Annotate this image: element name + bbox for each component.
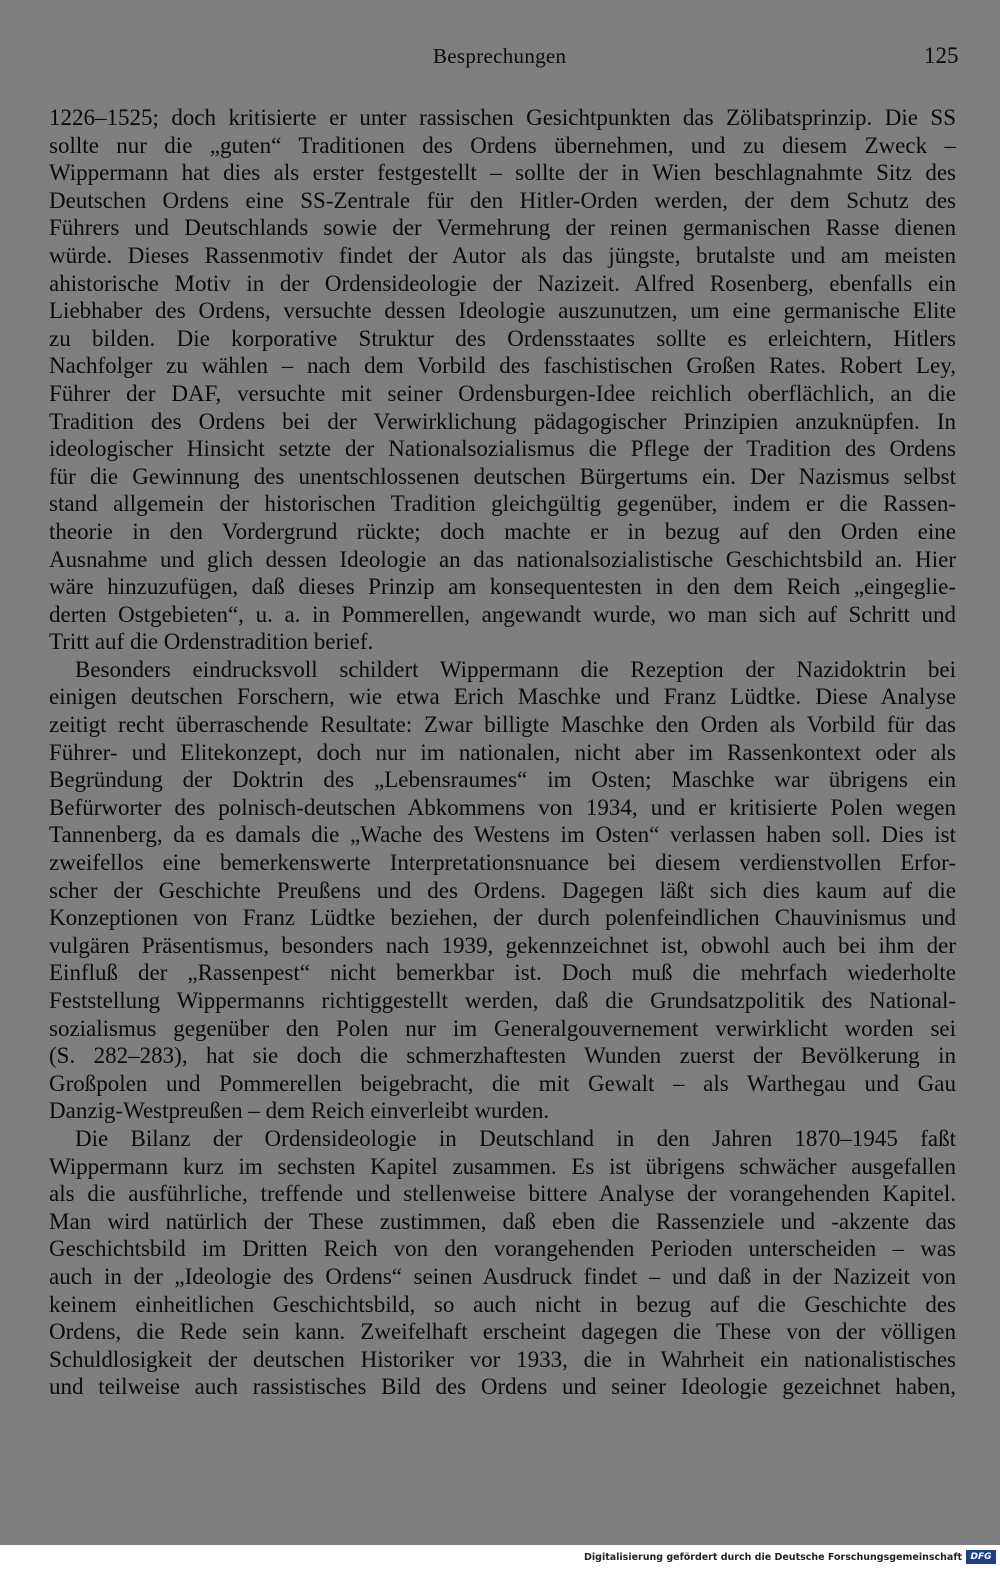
text-line: Wippermann kurz im sechsten Kapitel zusammen. Es ist übrigens schwächer ausgefallen <box>49 1153 956 1179</box>
text-line: Einfluß der „Rassenpest“ nicht bemerkbar ist. Doch muß die mehrfach wiederholte <box>49 960 956 986</box>
text-line: Schuldlosigkeit der deutschen Historiker vor 1933, die in Wahrheit ein nationalistisches <box>49 1346 956 1372</box>
text-line: würde. Dieses Rassenmotiv findet der Autor als das jüngste, brutalste und am meisten <box>49 242 956 268</box>
text-line: Geschichtsbild im Dritten Reich von den vorangehenden Perioden unterscheiden – was <box>49 1236 956 1262</box>
text-line: Besonders eindrucksvoll schildert Wippermann die Rezeption der Nazidoktrin bei <box>75 656 956 682</box>
text-line: für die Gewinnung des unentschlossenen deutschen Bürgertums ein. Der Nazismus selbst <box>49 463 956 489</box>
text-line: Wippermann hat dies als erster festgestellt – sollte der in Wien beschlagnahmte Sitz des <box>49 160 956 186</box>
text-line: Führer der DAF, versuchte mit seiner Ordensburgen-Idee reichlich oberflächlich, an die <box>49 380 956 406</box>
text-line: stand allgemein der historischen Tradition gleichgültig gegenüber, indem er die Rassen- <box>49 491 956 517</box>
text-line: sozialismus gegenüber den Polen nur im Generalgouvernement verwirklicht worden sei <box>49 1015 956 1041</box>
text-line: Nachfolger zu wählen – nach dem Vorbild des faschistischen Großen Rates. Robert Ley, <box>49 353 956 379</box>
text-line: Liebhaber des Ordens, versuchte dessen Ideologie auszunutzen, um eine germanische Elite <box>49 298 956 324</box>
text-line: zeitigt recht überraschende Resultate: Zwar billigte Maschke den Orden als Vorbild für das <box>49 712 956 738</box>
text-line: Konzeptionen von Franz Lüdtke beziehen, der durch polenfeindlichen Chauvinismus und <box>49 905 956 931</box>
text-line: Die Bilanz der Ordensideologie in Deutschland in den Jahren 1870–1945 faßt <box>75 1125 956 1151</box>
text-line: Tannenberg, da es damals die „Wache des Westens im Osten“ verlassen haben soll. Dies ist <box>49 822 956 848</box>
running-head <box>0 44 1000 72</box>
text-line: und teilweise auch rassistisches Bild des Ordens und seiner Ideologie gezeichnet haben, <box>49 1374 956 1400</box>
page-number: 125 <box>924 43 959 68</box>
text-line: ahistorische Motiv in der Ordensideologie der Nazizeit. Alfred Rosenberg, ebenfalls ein <box>49 270 956 296</box>
text-line: Deutschen Ordens eine SS-Zentrale für den Hitler-Orden werden, der dem Schutz des <box>49 187 956 213</box>
text-line: Ordens, die Rede sein kann. Zweifelhaft erscheint dagegen die These von der völligen <box>49 1319 956 1345</box>
text-line: theorie in den Vordergrund rückte; doch machte er in bezug auf den Orden eine <box>49 518 956 544</box>
text-line: vulgären Präsentismus, besonders nach 1939, gekennzeichnet ist, obwohl auch bei ihm der <box>49 932 956 958</box>
text-line: als die ausführliche, treffende und stellenweise bittere Analyse der vorangehenden Kapitel. <box>49 1181 956 1207</box>
text-line: zweifellos eine bemerkenswerte Interpretationsnuance bei diesem verdienstvollen Erfor- <box>49 850 956 876</box>
footer-strip <box>0 1545 1000 1570</box>
body-text <box>49 104 956 1401</box>
text-line: auch in der „Ideologie des Ordens“ seinen Ausdruck findet – und daß in der Nazizeit von <box>49 1263 956 1289</box>
text-line: derten Ostgebieten“, u. a. in Pommerellen, angewandt wurde, wo man sich auf Schritt und <box>49 601 956 627</box>
text-line: Führer- und Elitekonzept, doch nur im nationalen, nicht aber im Rassenkontext oder als <box>49 739 956 765</box>
running-title: Besprechungen <box>433 44 567 68</box>
text-line: 1226–1525; doch kritisierte er unter rassischen Gesichtpunkten das Zölibatsprinzip. Die SS <box>49 105 956 130</box>
text-line: zu bilden. Die korporative Struktur des Ordensstaates sollte es erleichtern, Hitlers <box>49 325 956 351</box>
text-line: Großpolen und Pommerellen beigebracht, die mit Gewalt – als Warthegau und Gau <box>49 1070 956 1096</box>
text-line: (S. 282–283), hat sie doch die schmerzhaftesten Wunden zuerst der Bevölkerung in <box>49 1043 956 1069</box>
text-line: Befürworter des polnisch-deutschen Abkommens von 1934, und er kritisierte Polen wegen <box>49 794 956 820</box>
text-line: Führers und Deutschlands sowie der Vermehrung der reinen germanischen Rasse dienen <box>49 215 956 241</box>
text-line: ideologischer Hinsicht setzte der Nationalsozialismus die Pflege der Tradition des Ordens <box>49 436 956 462</box>
text-line: keinem einheitlichen Geschichtsbild, so auch nicht in bezug auf die Geschichte des <box>49 1291 956 1317</box>
text-line: Begründung der Doktrin des „Lebensraumes“ im Osten; Maschke war übrigens ein <box>49 767 956 793</box>
funding-credit: Digitalisierung gefördert durch die Deutsche Forschungsgemeinschaft <box>584 1552 962 1563</box>
paragraph <box>49 104 956 656</box>
dfg-logo: DFG <box>966 1550 996 1564</box>
text-line: Feststellung Wippermanns richtiggestellt werden, daß die Grundsatzpolitik des National- <box>49 988 956 1013</box>
text-line: sollte nur die „guten“ Traditionen des Ordens übernehmen, und zu diesem Zweck – <box>49 132 956 158</box>
text-line: Ausnahme und glich dessen Ideologie an das nationalsozialistische Geschichtsbild an. Hier <box>49 546 956 572</box>
paragraph <box>49 1125 956 1401</box>
paragraph <box>49 656 956 1125</box>
text-line: Danzig-Westpreußen – dem Reich einverleibt wurden. <box>49 1098 550 1124</box>
text-line: scher der Geschichte Preußens und des Ordens. Dagegen läßt sich dies kaum auf die <box>49 877 956 903</box>
text-line: Man wird natürlich der These zustimmen, daß eben die Rassenziele und -akzente das <box>49 1208 956 1234</box>
text-line: Tritt auf die Ordenstradition berief. <box>49 629 374 655</box>
text-line: wäre hinzuzufügen, daß dieses Prinzip am konsequentesten in den dem Reich „eingeglie- <box>49 574 956 600</box>
text-line: Tradition des Ordens bei der Verwirklichung pädagogischer Prinzipien anzuknüpfen. In <box>49 408 956 434</box>
text-line: einigen deutschen Forschern, wie etwa Erich Maschke und Franz Lüdtke. Diese Analyse <box>49 684 956 710</box>
